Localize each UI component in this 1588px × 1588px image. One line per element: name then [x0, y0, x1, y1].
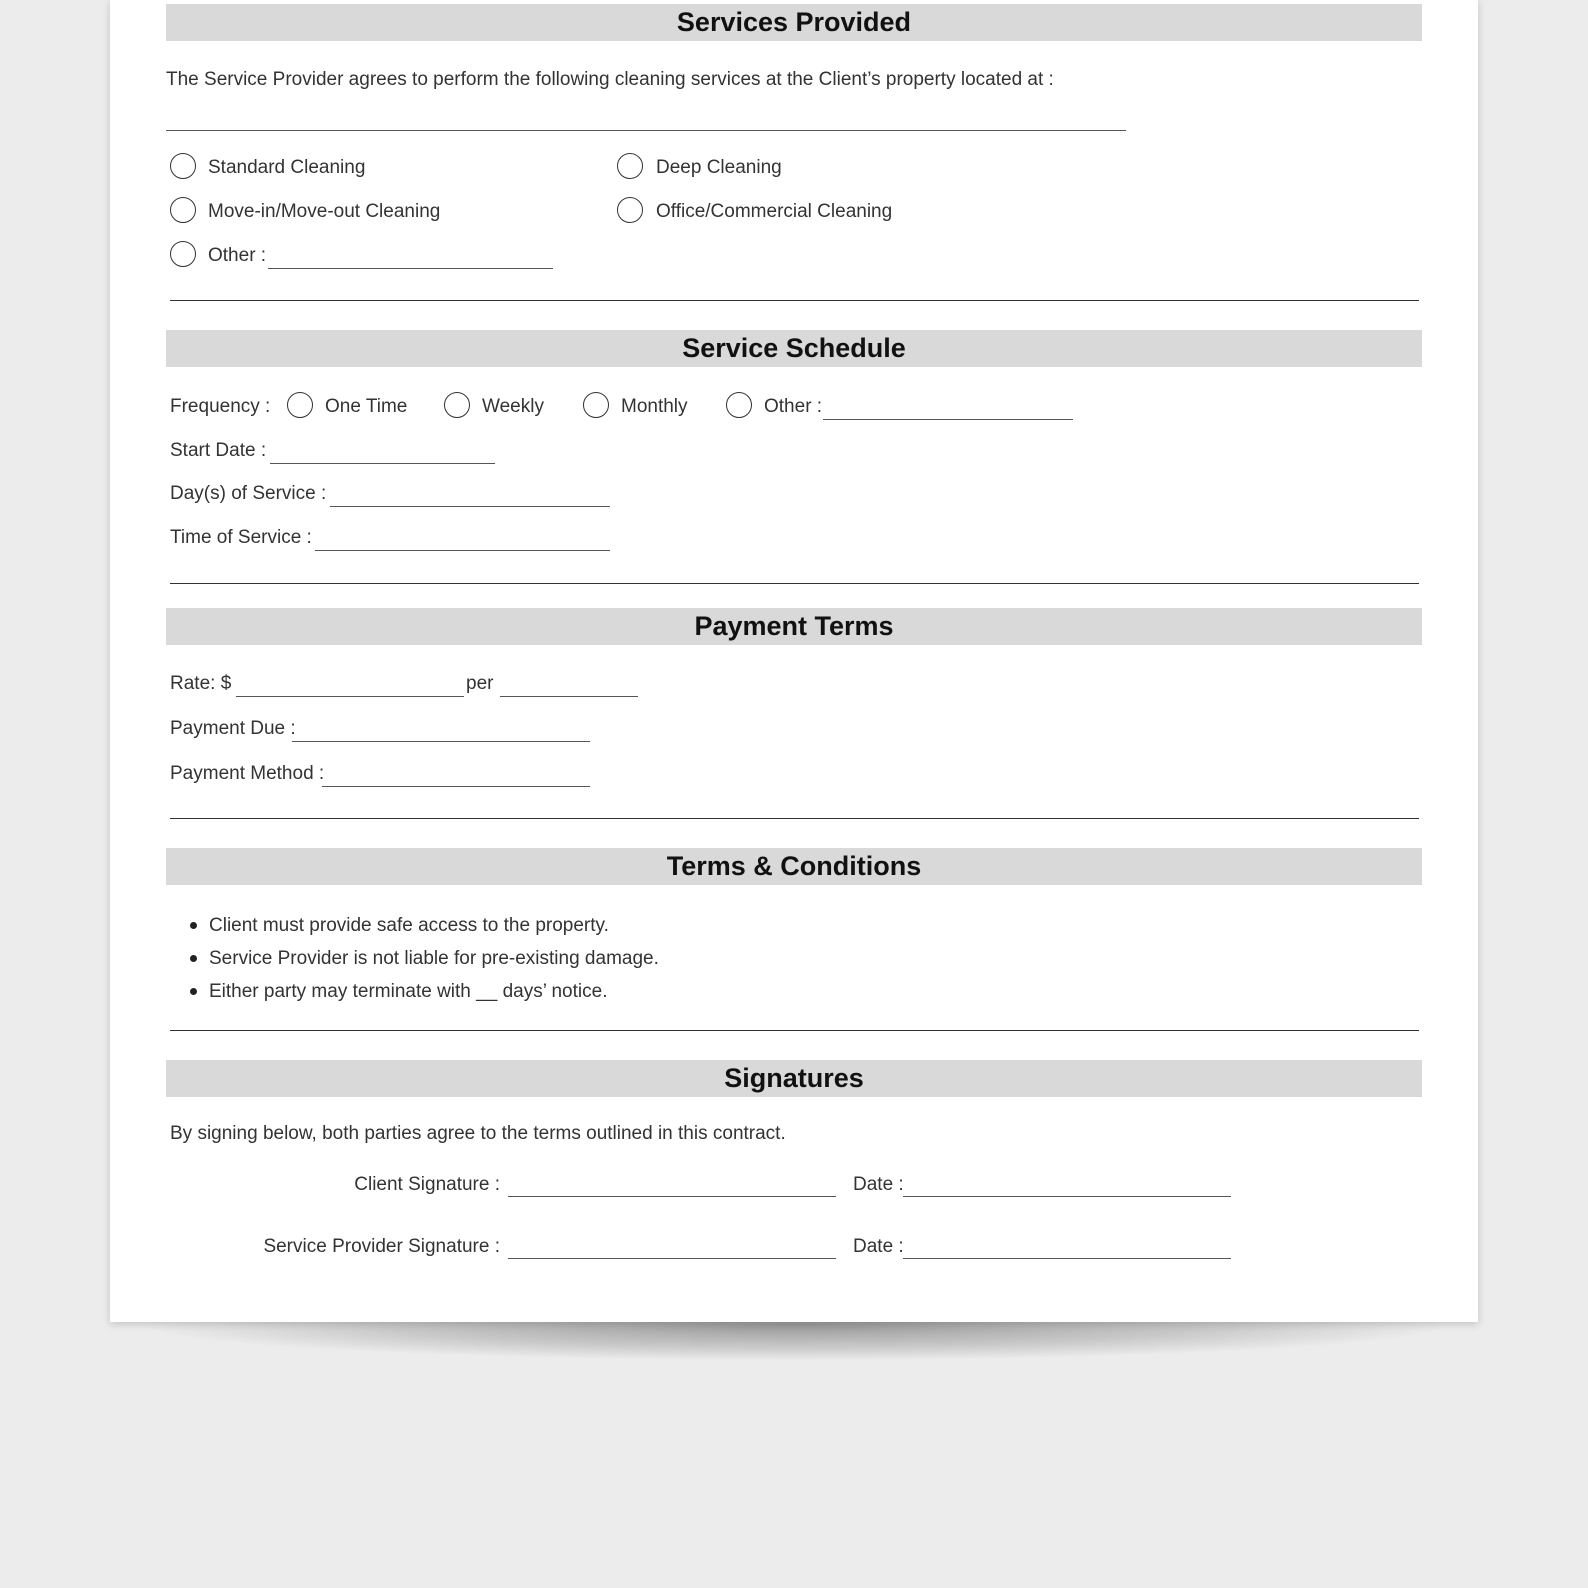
rate-label: Rate: $ — [170, 673, 232, 694]
payment-due-label: Payment Due : — [170, 718, 296, 739]
option-label: Deep Cleaning — [656, 157, 782, 178]
radio-monthly[interactable] — [583, 392, 609, 418]
per-label: per — [466, 673, 494, 694]
section-header-terms — [166, 848, 1422, 885]
radio-deep-cleaning[interactable] — [617, 153, 643, 179]
client-signature-field[interactable] — [508, 1196, 836, 1197]
start-date-label: Start Date : — [170, 440, 267, 461]
rate-amount-field[interactable] — [236, 696, 464, 697]
option-label: Office/Commercial Cleaning — [656, 201, 893, 222]
option-label: Move-in/Move-out Cleaning — [208, 201, 441, 222]
option-label: Other : — [208, 245, 267, 266]
frequency-option-label: Other : — [764, 396, 823, 417]
provider-signature-field[interactable] — [508, 1258, 836, 1259]
other-frequency-field[interactable] — [823, 419, 1073, 420]
other-service-field[interactable] — [268, 268, 553, 269]
radio-other-frequency[interactable] — [726, 392, 752, 418]
section-header-services — [166, 4, 1422, 41]
section-header-payment — [166, 608, 1422, 645]
terms-item: Either party may terminate with __ days’ notice. — [209, 981, 608, 1002]
days-of-service-field[interactable] — [330, 506, 610, 507]
services-intro: The Service Provider agrees to perform the following cleaning services at the Client’s property located at : — [166, 69, 1054, 90]
payment-method-label: Payment Method : — [170, 763, 325, 784]
days-of-service-label: Day(s) of Service : — [170, 483, 327, 504]
section-divider — [170, 300, 1419, 301]
contract-page — [110, 0, 1478, 1322]
radio-standard-cleaning[interactable] — [170, 153, 196, 179]
property-address-field[interactable] — [166, 130, 1126, 131]
client-date-label: Date : — [853, 1174, 904, 1195]
client-date-field[interactable] — [903, 1196, 1231, 1197]
frequency-label: Frequency : — [170, 396, 271, 417]
radio-one-time[interactable] — [287, 392, 313, 418]
section-divider — [170, 818, 1419, 819]
radio-other-service[interactable] — [170, 241, 196, 267]
provider-signature-label: Service Provider Signature : — [263, 1236, 500, 1257]
terms-item: Service Provider is not liable for pre-existing damage. — [209, 948, 659, 969]
bullet-icon — [190, 988, 197, 995]
section-title: Payment Terms — [694, 611, 894, 641]
client-signature-label: Client Signature : — [354, 1174, 500, 1195]
radio-move-cleaning[interactable] — [170, 197, 196, 223]
radio-office-cleaning[interactable] — [617, 197, 643, 223]
start-date-field[interactable] — [270, 463, 495, 464]
time-of-service-label: Time of Service : — [170, 527, 312, 548]
provider-date-label: Date : — [853, 1236, 904, 1257]
frequency-option-label: One Time — [325, 396, 408, 417]
bullet-icon — [190, 955, 197, 962]
payment-method-field[interactable] — [322, 786, 590, 787]
section-title: Signatures — [724, 1063, 864, 1093]
section-title: Services Provided — [676, 7, 912, 37]
section-title: Terms & Conditions — [666, 851, 922, 881]
section-header-signatures — [166, 1060, 1422, 1097]
section-header-schedule — [166, 330, 1422, 367]
payment-due-field[interactable] — [292, 741, 590, 742]
signatures-intro: By signing below, both parties agree to the terms outlined in this contract. — [170, 1123, 786, 1144]
rate-unit-field[interactable] — [500, 696, 638, 697]
radio-weekly[interactable] — [444, 392, 470, 418]
terms-item: Client must provide safe access to the property. — [209, 915, 609, 936]
provider-date-field[interactable] — [903, 1258, 1231, 1259]
bullet-icon — [190, 922, 197, 929]
frequency-option-label: Monthly — [621, 396, 688, 417]
time-of-service-field[interactable] — [315, 550, 610, 551]
section-divider — [170, 583, 1419, 584]
frequency-option-label: Weekly — [482, 396, 544, 417]
section-divider — [170, 1030, 1419, 1031]
option-label: Standard Cleaning — [208, 157, 366, 178]
section-title: Service Schedule — [682, 333, 906, 363]
